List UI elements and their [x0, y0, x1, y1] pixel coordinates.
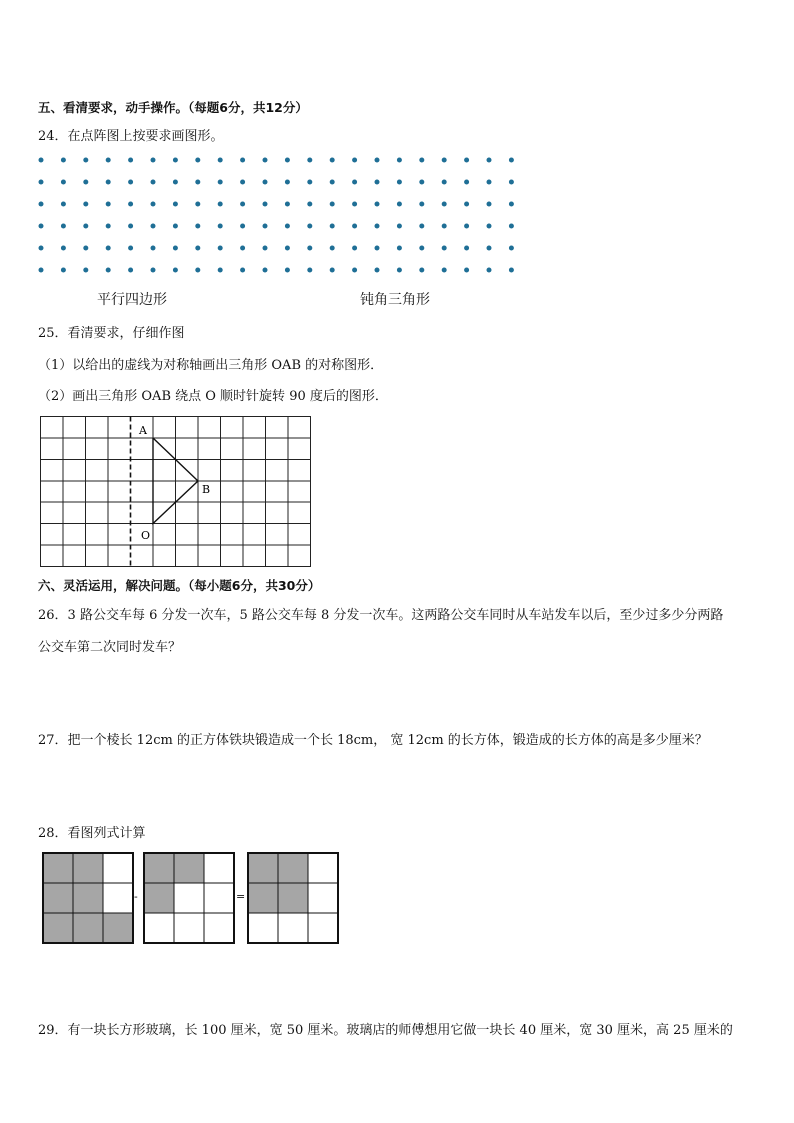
lattice-dot — [195, 158, 200, 163]
shaded-cell — [73, 853, 103, 883]
lattice-dot — [83, 246, 88, 251]
lattice-dot — [352, 246, 357, 251]
lattice-dot — [442, 180, 447, 185]
lattice-dot — [397, 202, 402, 207]
shaded-cell — [144, 853, 174, 883]
lattice-dot — [128, 224, 133, 229]
lattice-dot — [509, 158, 514, 163]
shaded-cell — [43, 883, 73, 913]
empty-cell — [103, 883, 133, 913]
point-b-label: B — [202, 483, 211, 496]
lattice-dot — [487, 202, 492, 207]
square-grid — [41, 417, 311, 567]
lattice-dot — [83, 158, 88, 163]
q25-text: 25．看清要求，仔细作图 — [38, 326, 185, 341]
lattice-dot — [128, 202, 133, 207]
lattice-dot — [464, 158, 469, 163]
lattice-dot — [218, 268, 223, 273]
lattice-dot — [419, 246, 424, 251]
q28-grid-2 — [143, 852, 235, 944]
lattice-dot — [106, 268, 111, 273]
q28-text: 28．看图列式计算 — [38, 826, 146, 841]
lattice-dot — [83, 180, 88, 185]
lattice-dot — [330, 224, 335, 229]
empty-cell — [174, 913, 204, 943]
shaded-cell — [73, 883, 103, 913]
empty-cell — [204, 853, 234, 883]
lattice-dot — [307, 202, 312, 207]
lattice-dot — [240, 202, 245, 207]
lattice-dot — [240, 224, 245, 229]
lattice-dot — [61, 158, 66, 163]
lattice-dot — [330, 180, 335, 185]
lattice-dot — [464, 224, 469, 229]
lattice-dot — [307, 246, 312, 251]
lattice-dot — [61, 202, 66, 207]
lattice-dot — [173, 158, 178, 163]
lattice-dot — [106, 246, 111, 251]
lattice-dot — [106, 224, 111, 229]
empty-cell — [248, 913, 278, 943]
q26-line2: 公交车第二次同时发车？ — [38, 640, 182, 655]
lattice-dot — [397, 224, 402, 229]
lattice-dot — [39, 202, 44, 207]
lattice-dot — [263, 268, 268, 273]
lattice-dot — [307, 180, 312, 185]
lattice-dot — [375, 268, 380, 273]
q25-grid-figure — [38, 414, 314, 570]
empty-cell — [278, 913, 308, 943]
empty-cell — [144, 913, 174, 943]
lattice-dot — [487, 224, 492, 229]
lattice-dot — [352, 180, 357, 185]
lattice-dot — [285, 202, 290, 207]
shaded-cell — [278, 883, 308, 913]
lattice-dot — [263, 246, 268, 251]
lattice-dot — [509, 180, 514, 185]
lattice-dot — [397, 180, 402, 185]
lattice-dot — [218, 180, 223, 185]
lattice-dot — [151, 224, 156, 229]
lattice-dot — [419, 224, 424, 229]
q25-sub1: （1）以给出的虚线为对称轴画出三角形 OAB 的对称图形． — [38, 358, 384, 373]
minus-sign: - — [134, 890, 138, 903]
empty-cell — [103, 853, 133, 883]
label-parallelogram: 平行四边形 — [97, 292, 167, 308]
lattice-dot — [39, 246, 44, 251]
lattice-dot — [218, 246, 223, 251]
lattice-dot — [195, 246, 200, 251]
point-a-label: A — [139, 424, 147, 437]
lattice-dot — [285, 224, 290, 229]
equals-sign: = — [236, 890, 246, 903]
dot-grid — [30, 150, 520, 280]
lattice-dot — [509, 268, 514, 273]
lattice-dot — [419, 202, 424, 207]
shaded-cell — [144, 883, 174, 913]
lattice-dot — [128, 158, 133, 163]
lattice-dot — [442, 246, 447, 251]
lattice-dot — [263, 224, 268, 229]
lattice-dot — [419, 268, 424, 273]
lattice-dot — [173, 180, 178, 185]
lattice-dot — [151, 180, 156, 185]
lattice-dot — [61, 224, 66, 229]
empty-cell — [174, 883, 204, 913]
empty-cell — [204, 883, 234, 913]
lattice-dot — [61, 180, 66, 185]
lattice-dot — [173, 224, 178, 229]
lattice-dot — [240, 180, 245, 185]
lattice-dot — [442, 268, 447, 273]
lattice-dot — [106, 180, 111, 185]
lattice-dot — [487, 180, 492, 185]
point-o-label: O — [141, 529, 151, 542]
lattice-dot — [240, 268, 245, 273]
lattice-dot — [240, 158, 245, 163]
lattice-dot — [487, 246, 492, 251]
lattice-dot — [375, 246, 380, 251]
lattice-dot — [330, 202, 335, 207]
lattice-dot — [218, 158, 223, 163]
lattice-dot — [240, 246, 245, 251]
shaded-cell — [248, 853, 278, 883]
empty-cell — [308, 883, 338, 913]
shaded-cell — [43, 853, 73, 883]
lattice-dot — [352, 224, 357, 229]
lattice-dot — [106, 202, 111, 207]
empty-cell — [204, 913, 234, 943]
lattice-dot — [285, 180, 290, 185]
lattice-dot — [83, 268, 88, 273]
lattice-dot — [487, 158, 492, 163]
q25-sub2: （2）画出三角形 OAB 绕点 O 顺时针旋转 90 度后的图形． — [38, 389, 388, 404]
lattice-dot — [151, 202, 156, 207]
lattice-dot — [263, 158, 268, 163]
lattice-dot — [151, 246, 156, 251]
lattice-dot — [375, 224, 380, 229]
lattice-dot — [151, 268, 156, 273]
lattice-dot — [173, 202, 178, 207]
lattice-dot — [509, 224, 514, 229]
shaded-cell — [43, 913, 73, 943]
lattice-dot — [330, 246, 335, 251]
q28-grid-3 — [247, 852, 339, 944]
lattice-dot — [397, 158, 402, 163]
lattice-dot — [375, 158, 380, 163]
lattice-dot — [39, 180, 44, 185]
shaded-cell — [73, 913, 103, 943]
lattice-dot — [487, 268, 492, 273]
q28-grid-1 — [42, 852, 134, 944]
label-obtuse-triangle: 钝角三角形 — [360, 292, 430, 308]
lattice-dot — [285, 246, 290, 251]
lattice-dot — [128, 246, 133, 251]
lattice-dot — [509, 202, 514, 207]
lattice-dot — [151, 158, 156, 163]
empty-cell — [308, 853, 338, 883]
lattice-dot — [307, 224, 312, 229]
lattice-dot — [442, 224, 447, 229]
lattice-dot — [330, 268, 335, 273]
lattice-dot — [106, 158, 111, 163]
lattice-dot — [195, 202, 200, 207]
lattice-dot — [39, 224, 44, 229]
q24-text: 24．在点阵图上按要求画图形。 — [38, 129, 224, 144]
lattice-dot — [263, 202, 268, 207]
lattice-dot — [307, 158, 312, 163]
lattice-dot — [397, 246, 402, 251]
lattice-dot — [419, 158, 424, 163]
lattice-dot — [195, 224, 200, 229]
lattice-dot — [83, 224, 88, 229]
lattice-dot — [173, 268, 178, 273]
lattice-dot — [352, 158, 357, 163]
shaded-cell — [278, 853, 308, 883]
lattice-dot — [128, 180, 133, 185]
lattice-dot — [61, 268, 66, 273]
lattice-dot — [39, 268, 44, 273]
shaded-cell — [103, 913, 133, 943]
lattice-dot — [61, 246, 66, 251]
lattice-dot — [397, 268, 402, 273]
lattice-dot — [285, 158, 290, 163]
lattice-dot — [352, 268, 357, 273]
lattice-dot — [218, 202, 223, 207]
lattice-dot — [464, 180, 469, 185]
lattice-dot — [464, 202, 469, 207]
lattice-dot — [39, 158, 44, 163]
lattice-dot — [195, 268, 200, 273]
empty-cell — [308, 913, 338, 943]
lattice-dot — [442, 158, 447, 163]
lattice-dot — [509, 246, 514, 251]
lattice-dot — [83, 202, 88, 207]
lattice-dot — [419, 180, 424, 185]
lattice-dot — [352, 202, 357, 207]
q26-line1: 26．3 路公交车每 6 分发一次车，5 路公交车每 8 分发一次车。这两路公交车同时从车站发车以后，至少过多少分两路 — [38, 608, 724, 623]
lattice-dot — [285, 268, 290, 273]
q27-text: 27．把一个棱长 12cm 的正方体铁块锻造成一个长 18cm， 宽 12cm 的长方体，锻造成的长方体的高是多少厘米？ — [38, 733, 708, 748]
lattice-dot — [375, 180, 380, 185]
lattice-dot — [464, 268, 469, 273]
section-5-heading: 五、看清要求，动手操作。（每题6分，共12分） — [38, 100, 308, 115]
lattice-dot — [195, 180, 200, 185]
lattice-dot — [263, 180, 268, 185]
lattice-dot — [307, 268, 312, 273]
q29-line1: 29．有一块长方形玻璃，长 100 厘米，宽 50 厘米。玻璃店的师傅想用它做一块长 40 厘米，宽 30 厘米，高 25 厘米的 — [38, 1023, 733, 1038]
shaded-cell — [248, 883, 278, 913]
lattice-dot — [218, 224, 223, 229]
section-6-heading: 六、灵活运用，解决问题。（每小题6分，共30分） — [38, 578, 321, 593]
lattice-dot — [442, 202, 447, 207]
lattice-dot — [375, 202, 380, 207]
lattice-dot — [173, 246, 178, 251]
lattice-dot — [330, 158, 335, 163]
shaded-cell — [174, 853, 204, 883]
lattice-dot — [128, 268, 133, 273]
lattice-dot — [464, 246, 469, 251]
